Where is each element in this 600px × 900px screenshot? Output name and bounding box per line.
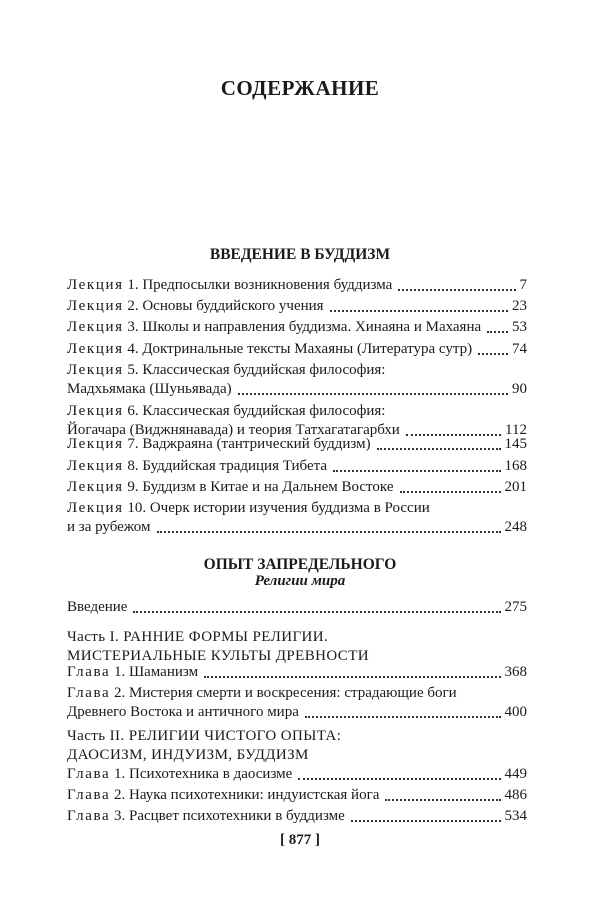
entry-label: Лекция bbox=[67, 341, 124, 357]
entry-label: Глава bbox=[67, 808, 111, 824]
toc-entry-chapter-2-3[interactable] bbox=[67, 807, 527, 826]
toc-entry-lecture-10[interactable] bbox=[67, 499, 527, 537]
page-number: 90 bbox=[512, 381, 527, 397]
entry-title: 3. Школы и направления буддизма. Хинаяна и Махаяна bbox=[127, 319, 482, 335]
entry-title: 9. Буддизм в Китае и на Дальнем Востоке bbox=[127, 479, 394, 495]
leader-dots bbox=[133, 611, 500, 613]
toc-entry-lecture-7[interactable] bbox=[67, 435, 527, 454]
entry-label: Лекция bbox=[67, 319, 124, 335]
page-number: 449 bbox=[504, 766, 527, 782]
page-number-footer: [ 877 ] bbox=[280, 832, 320, 848]
entry-label: Лекция bbox=[67, 436, 124, 452]
entry-title-continued: Йогачара (Виджнянавада) и теория Татхагатагарбхи bbox=[67, 422, 400, 438]
toc-entry-lecture-3[interactable] bbox=[67, 318, 527, 337]
page-number: 248 bbox=[504, 519, 527, 535]
section-heading-beyond: ОПЫТ ЗАПРЕДЕЛЬНОГО bbox=[203, 556, 397, 573]
toc-entry-introduction[interactable] bbox=[67, 598, 527, 617]
leader-dots bbox=[305, 716, 501, 718]
entry-title: 7. Ваджраяна (тантрический буддизм) bbox=[127, 436, 371, 452]
leader-dots bbox=[333, 470, 500, 472]
leader-dots bbox=[478, 353, 508, 355]
section-heading-buddhism: ВВЕДЕНИЕ В БУДДИЗМ bbox=[209, 246, 391, 263]
part-heading-line: МИСТЕРИАЛЬНЫЕ КУЛЬТЫ ДРЕВНОСТИ bbox=[67, 648, 369, 664]
entry-title: 6. Классическая буддийская философия: bbox=[127, 403, 386, 419]
page-number: 168 bbox=[504, 458, 527, 474]
part-heading-1 bbox=[67, 628, 527, 666]
entry-label: Глава bbox=[67, 664, 111, 680]
entry-label: Лекция bbox=[67, 298, 124, 314]
entry-title: 1. Предпосылки возникновения буддизма bbox=[127, 277, 393, 293]
page-number: 53 bbox=[512, 319, 527, 335]
leader-dots bbox=[204, 676, 500, 678]
toc-entry-lecture-1[interactable] bbox=[67, 276, 527, 295]
leader-dots bbox=[377, 448, 501, 450]
entry-label: Лекция bbox=[67, 277, 124, 293]
toc-entry-lecture-2[interactable] bbox=[67, 297, 527, 316]
page-number: 112 bbox=[505, 422, 527, 438]
entry-label: Лекция bbox=[67, 458, 124, 474]
entry-title: 1. Шаманизм bbox=[113, 664, 199, 680]
toc-entry-lecture-4[interactable] bbox=[67, 340, 527, 359]
page-number: 368 bbox=[504, 664, 527, 680]
entry-title-continued: Мадхьямака (Шуньявада) bbox=[67, 381, 232, 397]
entry-label: Лекция bbox=[67, 362, 124, 378]
entry-title: 10. Очерк истории изучения буддизма в России bbox=[127, 500, 430, 516]
entry-title: 2. Наука психотехники: индуистская йога bbox=[113, 787, 380, 803]
entry-title: 3. Расцвет психотехники в буддизме bbox=[113, 808, 345, 824]
part-heading-line: ДАОСИЗМ, ИНДУИЗМ, БУДДИЗМ bbox=[67, 747, 309, 763]
leader-dots bbox=[487, 331, 508, 333]
part-heading-line: Часть II. РЕЛИГИИ ЧИСТОГО ОПЫТА: bbox=[67, 728, 342, 744]
entry-title: 2. Мистерия смерти и воскресения: страдающие боги bbox=[113, 685, 457, 701]
section-subheading: Религии мира bbox=[254, 573, 346, 589]
page-number: 534 bbox=[504, 808, 527, 824]
leader-dots bbox=[298, 778, 500, 780]
entry-title: 4. Доктринальные тексты Махаяны (Литература сутр) bbox=[127, 341, 473, 357]
toc-entry-chapter-2-1[interactable] bbox=[67, 765, 527, 784]
page-number: 400 bbox=[504, 704, 527, 720]
page-number: 486 bbox=[504, 787, 527, 803]
toc-entry-chapter-1-1[interactable] bbox=[67, 663, 527, 682]
entry-title: 8. Буддийская традиция Тибета bbox=[127, 458, 328, 474]
toc-entry-chapter-1-2[interactable] bbox=[67, 684, 527, 722]
entry-title: 1. Психотехника в даосизме bbox=[113, 766, 293, 782]
entry-title-continued: Древнего Востока и античного мира bbox=[67, 704, 299, 720]
leader-dots bbox=[385, 799, 500, 801]
page-number: 201 bbox=[504, 479, 527, 495]
toc-entry-lecture-9[interactable] bbox=[67, 478, 527, 497]
leader-dots bbox=[398, 289, 515, 291]
part-heading-line: Часть I. РАННИЕ ФОРМЫ РЕЛИГИИ. bbox=[67, 629, 329, 645]
entry-title-continued: и за рубежом bbox=[67, 519, 151, 535]
page-title: СОДЕРЖАНИЕ bbox=[220, 76, 380, 100]
leader-dots bbox=[330, 310, 508, 312]
page-number: 275 bbox=[504, 599, 527, 615]
entry-label: Глава bbox=[67, 766, 111, 782]
leader-dots bbox=[351, 820, 501, 822]
page-number: 7 bbox=[519, 277, 527, 293]
entry-title: 5. Классическая буддийская философия: bbox=[127, 362, 386, 378]
entry-label: Глава bbox=[67, 685, 111, 701]
page-number: 23 bbox=[512, 298, 527, 314]
page-number: 74 bbox=[512, 341, 527, 357]
toc-entry-lecture-8[interactable] bbox=[67, 457, 527, 476]
toc-entry-lecture-5[interactable] bbox=[67, 361, 527, 399]
entry-title: Введение bbox=[67, 599, 128, 615]
entry-label: Лекция bbox=[67, 403, 124, 419]
entry-label: Лекция bbox=[67, 500, 124, 516]
leader-dots bbox=[238, 393, 508, 395]
entry-label: Лекция bbox=[67, 479, 124, 495]
leader-dots bbox=[157, 531, 501, 533]
page-number: 145 bbox=[504, 436, 527, 452]
entry-label: Глава bbox=[67, 787, 111, 803]
part-heading-2 bbox=[67, 727, 527, 765]
entry-title: 2. Основы буддийского учения bbox=[127, 298, 324, 314]
toc-entry-chapter-2-2[interactable] bbox=[67, 786, 527, 805]
leader-dots bbox=[400, 491, 501, 493]
